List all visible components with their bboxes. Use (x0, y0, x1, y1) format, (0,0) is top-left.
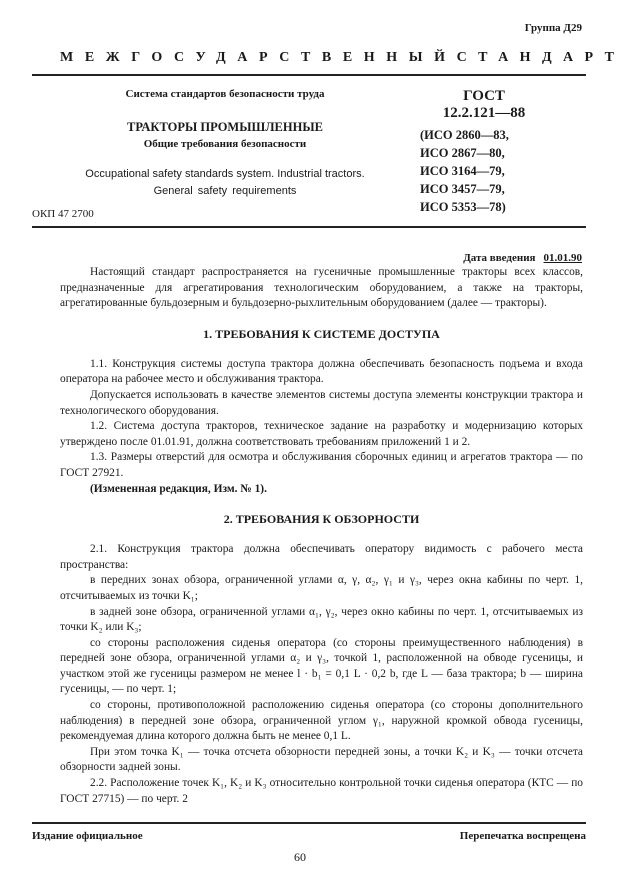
gost-number: 12.2.121—88 (442, 105, 526, 121)
iso-ref: ИСО 2867—80, (420, 146, 505, 160)
introduction-date (463, 252, 582, 264)
banner-interstate: МЕЖГОСУДАРСТВЕННЫЙ (60, 50, 457, 65)
paragraph: 1.1. Конструкция системы доступа трактора должна обеспечивать безопасность подъема и входа оператора на рабочее место и обслуживания трактора. (60, 357, 583, 386)
paragraph: 1.2. Система доступа тракторов, техническое задание на разработку и модернизацию которых утверждено после 01.01.91, должна соответствовать требованиям приложений 1 и 2. (60, 420, 583, 448)
system-title: Система стандартов безопасности труда (125, 88, 325, 100)
document-body (60, 265, 583, 807)
official-edition: Издание официальное (32, 830, 143, 842)
okp-code: ОКП 47 2700 (32, 208, 94, 220)
date-value: 01.01.90 (543, 252, 582, 264)
group-code: Группа Д29 (524, 22, 582, 34)
section-1-heading: 1. ТРЕБОВАНИЯ К СИСТЕМЕ ДОСТУПА (203, 326, 440, 341)
paragraph: 2.1. Конструкция трактора должна обеспечивать оператору видимость с рабочего места пространства: (60, 543, 583, 571)
document-title: ТРАКТОРЫ ПРОМЫШЛЕННЫЕ (127, 120, 323, 134)
paragraph: со стороны расположения сиденья оператора (со стороны преимущественного наблюдения) в передней зоне обзора, ограниченной углами α₂ и γ₃, точкой 1, расположенной на обводе гусеницы, и участком этой же гусеницы размером не менее l · b₁ = 0,1 L · 0,2 b, где L — база трактора; b — ширина гусеницы, — по черт. 1; (60, 636, 583, 696)
banner-standard: СТАНДАРТ (456, 50, 625, 65)
gost-label: ГОСТ (463, 88, 505, 104)
iso-ref: ИСО 3164—79, (420, 164, 505, 178)
iso-ref: ИСО 5353—78) (420, 200, 506, 214)
english-title-2: General safety requirements (153, 185, 297, 197)
paragraph: 2.2. Расположение точек K₁, K₂ и K₃ относительно контрольной точки сиденья оператора (КТС — по ГОСТ 27715) — по черт. 2 (60, 777, 583, 805)
paragraph: в задней зоне обзора, ограниченной углами α₁, γ₂, через окно кабины по черт. 1, отсчитываемых из точки K₂ или K₃; (60, 605, 583, 634)
intro-paragraph: Настоящий стандарт распространяется на гусеничные промышленные тракторы всех классов, предназначенные для агрегатирования технологическим оборудованием, а также на тракторы, агрегатированные бульдозерным и бульдозерно-рыхлительным оборудованием (далее — тракторы). (60, 266, 583, 310)
paragraph: в передних зонах обзора, ограниченной углами α, γ, α₂, γ₁ и γ₃, через окна кабины по черт. 1, отсчитываемых из точки K₁; (60, 574, 583, 602)
paragraph: Допускается использовать в качестве элементов системы доступа элементы конструкции трактора и технологического оборудования. (60, 388, 583, 417)
paragraph: При этом точка K₁ — точка отсчета обзорности передней зоны, а точки K₂ и K₃ — точки отсчета обзорности задней зоны. (60, 745, 583, 774)
english-title-1: Occupational safety standards system. Industrial tractors. (85, 168, 365, 180)
reprint-prohibited: Перепечатка воспрещена (459, 830, 586, 842)
amendment-note: (Измененная редакция, Изм. № 1). (90, 482, 267, 495)
page-number: 60 (294, 850, 306, 864)
section-2-heading: 2. ТРЕБОВАНИЯ К ОБЗОРНОСТИ (223, 512, 420, 527)
header-rule (32, 226, 586, 228)
iso-ref: (ИСО 2860—83, (420, 128, 509, 142)
document-subtitle: Общие требования безопасности (143, 138, 307, 150)
footer-rule (32, 822, 586, 824)
top-rule (32, 74, 586, 76)
iso-ref: ИСО 3457—79, (420, 182, 505, 196)
iso-references (420, 126, 580, 216)
standard-banner (60, 50, 625, 66)
paragraph: со стороны, противоположной расположению сиденья оператора (со стороны дополнительного наблюдения) в передней зоне обзора, ограниченной углом γ₁, наружной кромкой обвода гусеницы, рекомендуемая длина которого должна быть не менее 0,1 L. (60, 699, 583, 743)
date-label: Дата введения (463, 252, 536, 264)
paragraph: 1.3. Размеры отверстий для осмотра и обслуживания сборочных единиц и агрегатов трактора — по ГОСТ 27921. (60, 451, 583, 479)
